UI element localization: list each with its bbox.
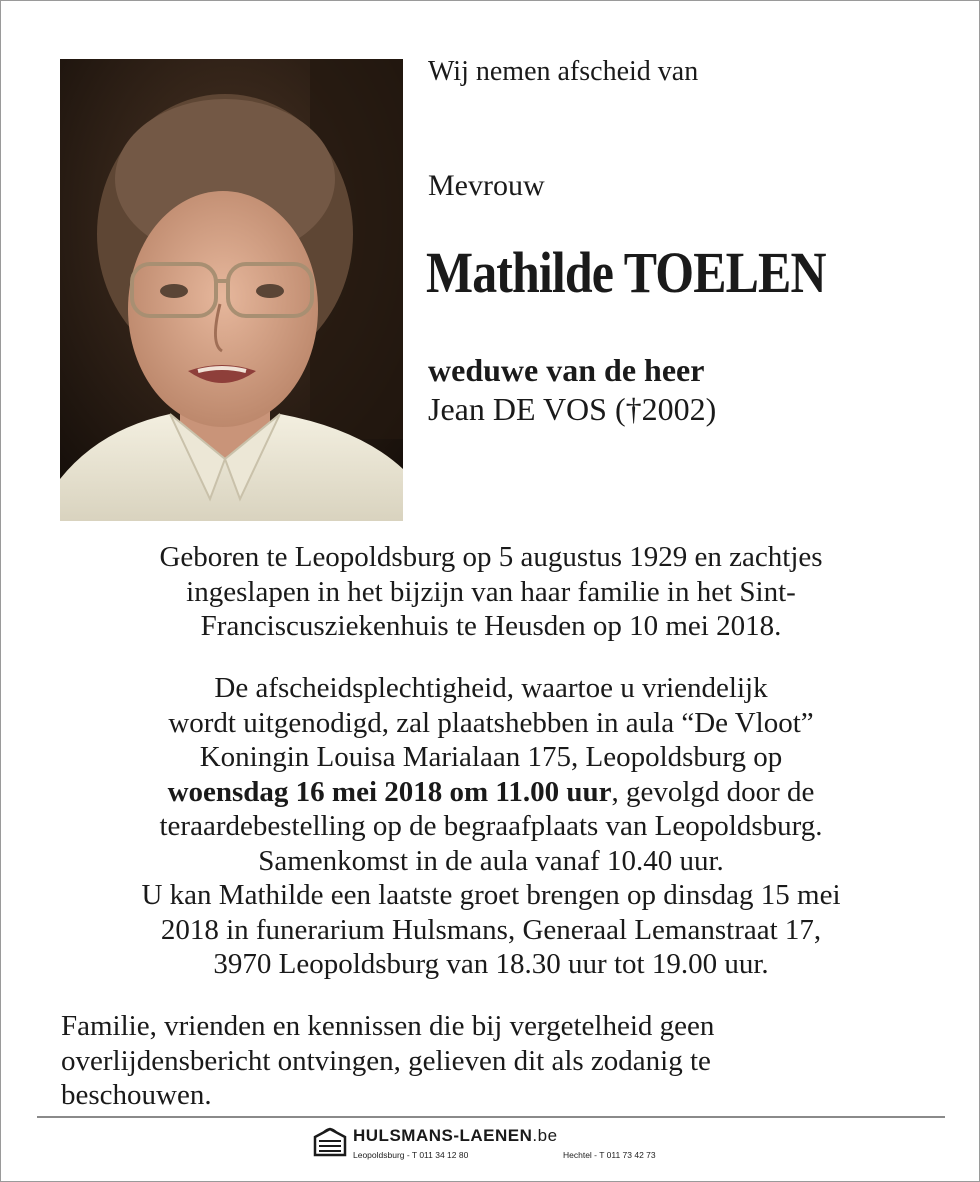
brand-domain: .be (532, 1126, 558, 1145)
spouse-name: Jean DE VOS (†2002) (428, 391, 717, 427)
widow-of (428, 351, 716, 429)
paragraph-line: ingeslapen in het bijzijn van haar familie in het Sint- (186, 575, 796, 608)
contact-hechtel: Hechtel - T 011 73 42 73 (563, 1150, 656, 1160)
paragraph-line: Koningin Louisa Marialaan 175, Leopoldsburg op (199, 741, 783, 773)
paragraph-line: Geboren te Leopoldsburg op 5 augustus 1929 en zachtjes (159, 541, 823, 573)
paragraph-line: Familie, vrienden en kennissen die bij vergetelheid geen (61, 1010, 715, 1042)
closing-paragraph (61, 1009, 901, 1113)
paragraph-line: overlijdensbericht ontvingen, gelieven dit als zodanig te (61, 1044, 711, 1077)
paragraph-line: U kan Mathilde een laatste groet brengen op dinsdag 15 mei (141, 879, 841, 911)
funeral-home-logo-icon (313, 1125, 347, 1162)
paragraph-line: 2018 in funerarium Hulsmans, Generaal Lemanstraat 17, (160, 913, 822, 946)
brand-name (353, 1126, 558, 1146)
paragraph-line-rest: , gevolgd door de (611, 775, 815, 808)
birth-paragraph (41, 540, 941, 644)
intro-text: Wij nemen afscheid van (428, 56, 699, 87)
paragraph-line: De afscheidsplechtigheid, waartoe u vriendelijk (214, 672, 768, 704)
brand-label: HULSMANS-LAENEN (353, 1126, 533, 1145)
paragraph-line: wordt uitgenodigd, zal plaatshebben in aula “De Vloot” (168, 706, 814, 739)
footer-divider (37, 1116, 945, 1118)
portrait-image (60, 59, 403, 521)
ceremony-date-line (41, 775, 941, 810)
contact-leopoldsburg: Leopoldsburg - T 011 34 12 80 (353, 1150, 469, 1160)
deceased-name: Mathilde TOELEN (426, 240, 826, 305)
ceremony-date: woensdag 16 mei 2018 om 11.00 uur (167, 775, 612, 808)
funeral-home-footer (313, 1125, 693, 1165)
ceremony-paragraph (41, 671, 941, 982)
paragraph-line: 3970 Leopoldsburg van 18.30 uur tot 19.00 uur. (213, 948, 769, 980)
paragraph-line: teraardebestelling op de begraafplaats van Leopoldsburg. (159, 810, 823, 842)
widow-of-line: weduwe van de heer (428, 352, 705, 388)
paragraph-line: Samenkomst in de aula vanaf 10.40 uur. (258, 844, 724, 877)
salutation: Mevrouw (428, 169, 545, 202)
paragraph-line: beschouwen. (61, 1079, 212, 1111)
paragraph-line: Franciscusziekenhuis te Heusden op 10 mei 2018. (200, 610, 782, 642)
portrait-photo (60, 59, 403, 521)
